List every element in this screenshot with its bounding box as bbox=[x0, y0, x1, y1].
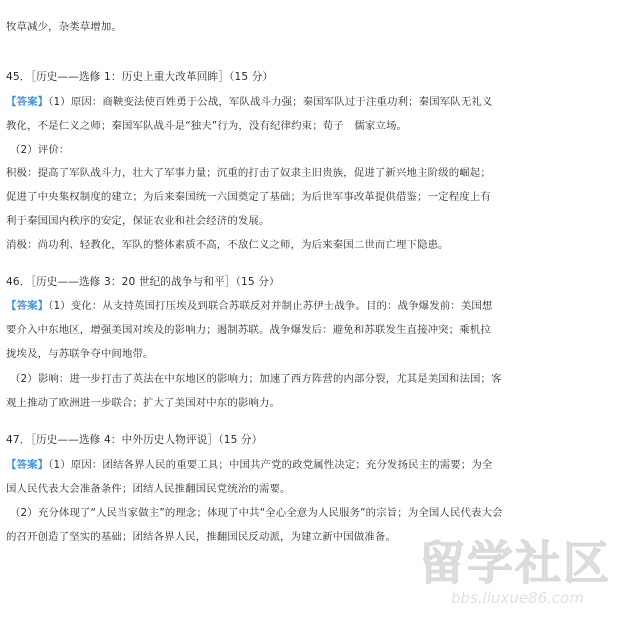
text-line: 利于秦国国内秩序的安定，保证农业和社会经济的发展。 bbox=[6, 215, 270, 227]
answer-label: 【答案】 bbox=[6, 459, 49, 471]
watermark-logo-text: 留学社区 bbox=[419, 536, 611, 590]
text-line: 的召开创造了坚实的基础；团结各界人民，推翻国民反动派，为建立新中国做准备。 bbox=[6, 531, 396, 543]
text-line: 拢埃及，与苏联争夺中间地带。 bbox=[6, 348, 154, 360]
answer-label: 【答案】 bbox=[6, 300, 49, 312]
text-line: （2）影响：进一步打击了英法在中东地区的影响力；加速了西方阵营的内部分裂，尤其是美国和法国；客 bbox=[10, 373, 502, 385]
text-line: （2）评价： bbox=[10, 144, 70, 156]
text-line: 要介入中东地区，增强美国对埃及的影响力；遏制苏联。战争爆发后：避免和苏联发生直接冲突；乘机拉 bbox=[6, 324, 491, 336]
question-45-answer-line: 【答案】（1）原因：商鞅变法使百姓勇于公战，军队战斗力强；秦国军队过于注重功利；秦国军队无礼义 bbox=[6, 96, 493, 108]
text-line: 消极：尚功利、轻教化，军队的整体素质不高，不敌仁义之师，为后来秦国二世而亡埋下隐患。 bbox=[6, 239, 449, 251]
text-line: 促进了中央集权制度的建立；为后来秦国统一六国奠定了基础；为后世军事改革提供借鉴；一定程度上有 bbox=[6, 191, 491, 203]
text-line: 国人民代表大会准备条件；团结人民推翻国民党统治的需要。 bbox=[6, 483, 291, 495]
text-line: 积极：提高了军队战斗力，壮大了军事力量；沉重的打击了奴隶主旧贵族，促进了新兴地主阶级的崛起； bbox=[6, 167, 491, 179]
question-45-heading: 45．［历史——选修 1：历史上重大改革回眸］（15 分） bbox=[6, 71, 274, 83]
answer-label: 【答案】 bbox=[6, 96, 49, 108]
text-line: 牧草减少，杂类草增加。 bbox=[6, 21, 122, 33]
question-47-heading: 47．［历史——选修 4：中外历史人物评说］（15 分） bbox=[6, 434, 263, 446]
watermark-url: bbs.liuxue86.com bbox=[451, 589, 584, 607]
question-46-heading: 46．［历史——选修 3：20 世纪的战争与和平］（15 分） bbox=[6, 276, 280, 288]
text-line: 观上推动了欧洲进一步联合；扩大了美国对中东的影响力。 bbox=[6, 397, 281, 409]
text-line: 教化，不是仁义之师；秦国军队战斗是“独夫”行为，没有纪律约束；荀子 儒家立场。 bbox=[6, 120, 408, 132]
watermark-logo bbox=[389, 527, 611, 619]
question-47-answer-line: 【答案】（1）原因：团结各界人民的重要工具；中国共产党的政党属性决定；充分发扬民主的需要；为全 bbox=[6, 459, 493, 471]
question-46-answer-line: 【答案】（1）变化：从支持英国打压埃及到联合苏联反对并制止苏伊士战争。目的：战争爆发前：美国想 bbox=[6, 300, 493, 312]
text-line: （2）充分体现了“人民当家做主”的理念；体现了中共“全心全意为人民服务”的宗旨；为全国人民代表大会 bbox=[10, 507, 503, 519]
